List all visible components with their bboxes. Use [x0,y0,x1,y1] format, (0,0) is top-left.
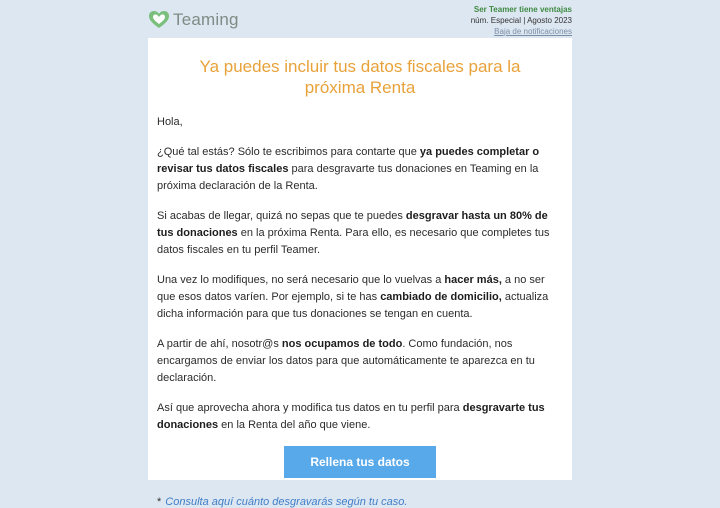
paragraph-1-text-c: para desgravarte tus donaciones en Teaming en la próxima declaración de la Renta. [157,163,539,192]
paragraph-3-text-c: a no ser que esos datos varíen. Por ejemplo, si te has [157,274,545,303]
paragraph-5-bold: desgravarte tus donaciones [157,402,545,431]
footnote [157,496,563,508]
paragraph-2-bold: desgravar hasta un 80% de tus donaciones [157,210,548,239]
paragraph-4-text-a: A partir de ahí, nosotr@s [157,338,282,350]
paragraph-2-text-c: en la próxima Renta. Para ello, es necesario que completes tus datos fiscales en tu perfil Teamer. [157,227,550,256]
brand-name: Teaming [173,10,239,29]
paragraph-3-text-a: Una vez lo modifiques, no será necesario que lo vuelvas a [157,274,445,286]
promo-text: Ser Teamer tiene ventajas [473,4,572,14]
footnote-star: * [157,496,162,508]
brand-logo[interactable] [148,10,239,30]
paragraph-1 [157,144,563,195]
paragraph-5-text-a: Así que aprovecha ahora y modifica tus datos en tu perfil para [157,402,463,414]
greeting: Hola, [157,116,183,128]
fill-data-button[interactable]: Rellena tus datos [284,446,436,478]
paragraph-3-bold-1: hacer más, [444,274,502,286]
paragraph-3-text-e: actualiza dicha información para que tus donaciones se tengan en cuenta. [157,291,549,320]
email-card [148,38,572,508]
paragraph-5 [157,400,563,434]
email-body [157,114,563,508]
paragraph-4-text-c: . Como fundación, nos encargamos de enviar los datos para que automáticamente te aparezca en tu declaración. [157,338,535,384]
unsubscribe-link[interactable]: Baja de notificaciones [494,26,572,36]
cta-wrapper [157,446,563,478]
footnote-link[interactable]: Consulta aquí cuánto desgravarás según tu caso. [165,496,408,508]
issue-text: núm. Especial | Agosto 2023 [470,15,572,25]
paragraph-2-text-a: Si acabas de llegar, quizá no sepas que te puedes [157,210,406,222]
email-headline: Ya puedes incluir tus datos fiscales para la próxima Renta [199,57,521,97]
paragraph-5-text-c: en la Renta del año que viene. [218,419,371,431]
newsletter-info [471,4,572,37]
paragraph-3-bold-2: cambiado de domicilio, [380,291,502,303]
paragraph-3 [157,272,563,323]
heart-hands-icon [148,10,170,30]
paragraph-1-bold: ya puedes completar o revisar tus datos fiscales [157,146,540,175]
paragraph-2 [157,208,563,259]
email-header [148,0,572,38]
paragraph-4 [157,336,563,387]
paragraph-1-text-a: ¿Qué tal estás? Sólo te escribimos para contarte que [157,146,420,158]
paragraph-4-bold: nos ocupamos de todo [281,338,403,350]
